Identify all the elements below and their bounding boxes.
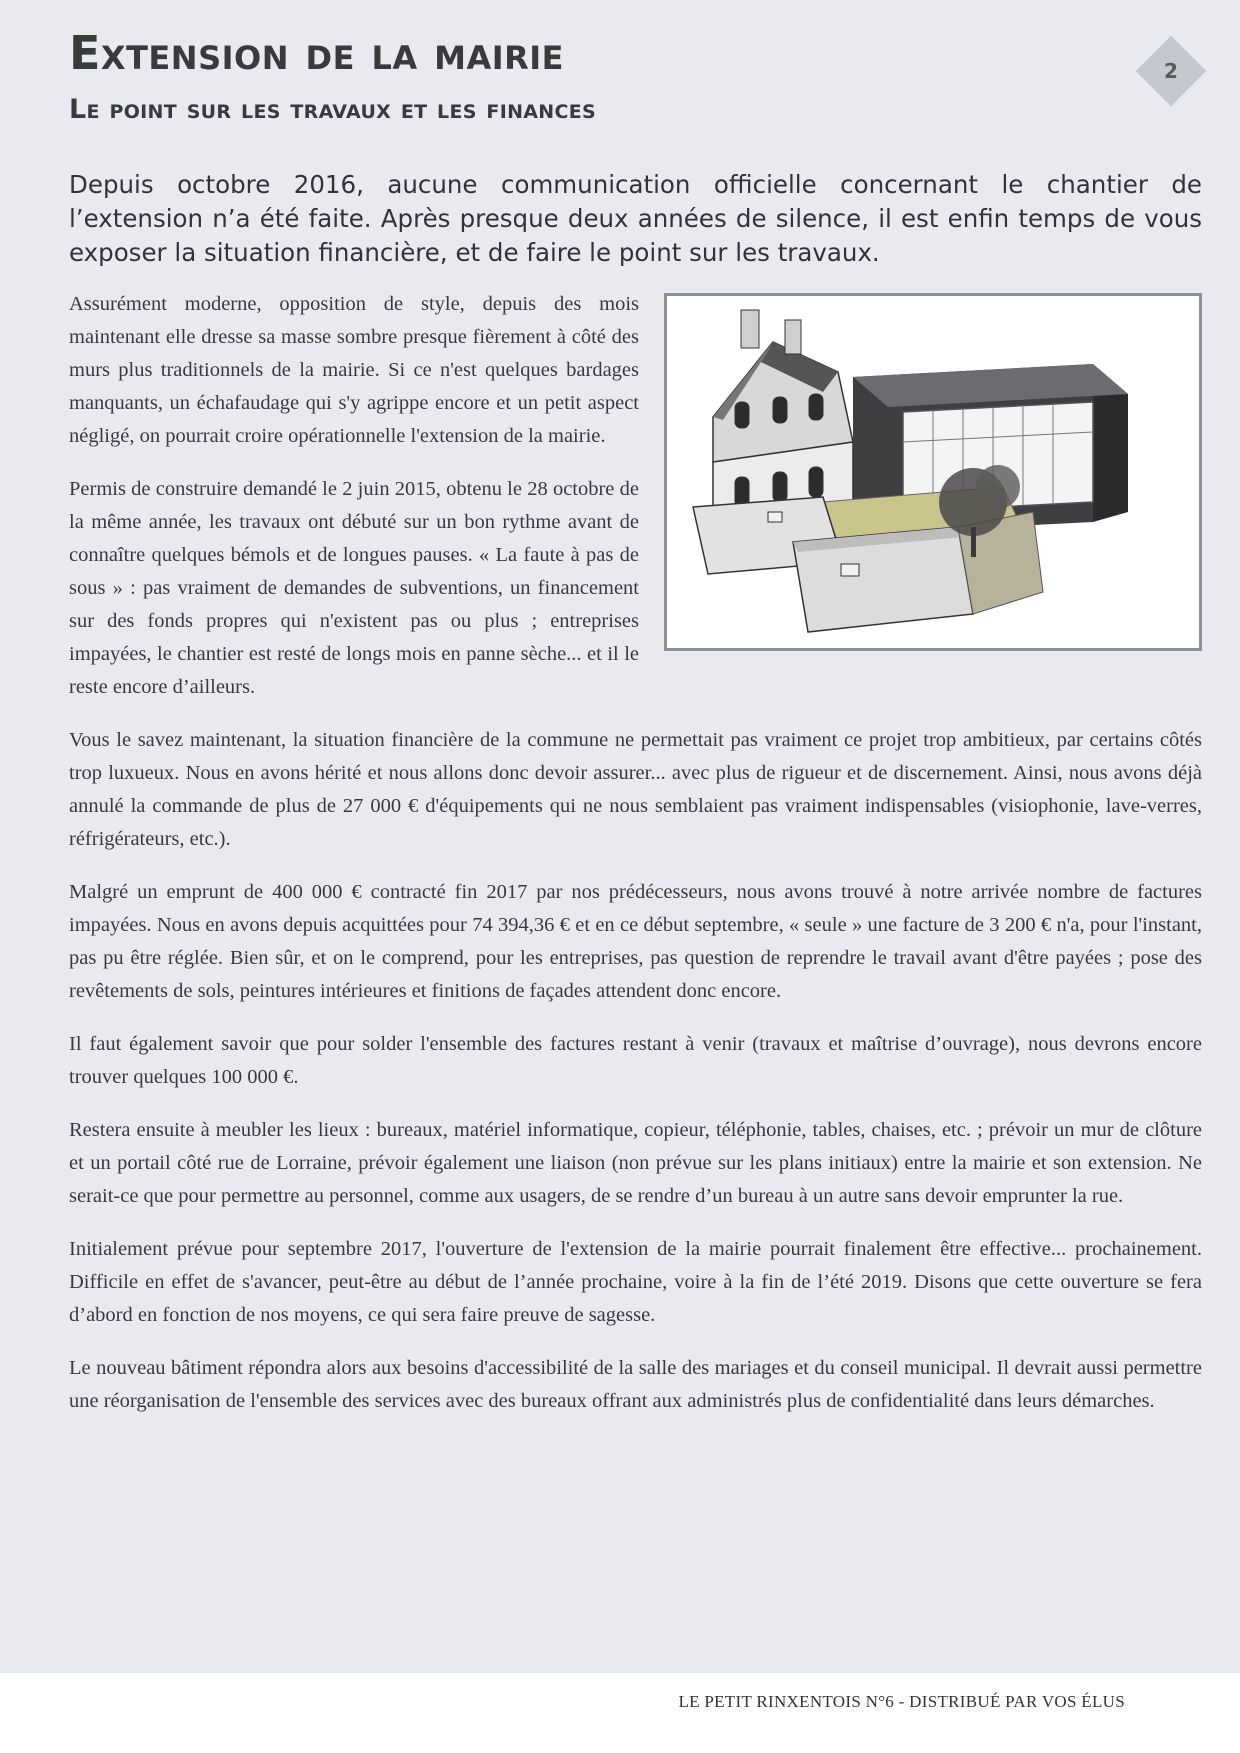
page-number-badge xyxy=(1136,36,1206,106)
article-paragraph: Assurément moderne, opposition de style, depuis des mois maintenant elle dresse sa masse sombre presque fièrement à côté des murs plus traditionnels de la mairie. Si ce n'est quelques bardages manquants, un échafaudage qui s'y agrippe encore et un petit aspect négligé, on pourrait croire opérationnelle l'extension de la mairie. xyxy=(69,293,639,447)
building-rendering-illustration xyxy=(673,302,1193,642)
page-title: Extension de la mairie xyxy=(69,26,565,80)
page-subtitle: Le point sur les travaux et les finances xyxy=(69,94,596,125)
lead-paragraph: Depuis octobre 2016, aucune communication officielle concernant le chantier de l’extension n’a été faite. Après presque deux années de silence, il est enfin temps de vous exposer la situation financière, et de faire le point sur les travaux. xyxy=(69,170,1202,267)
footer-text: LE PETIT RINXENTOIS N°6 - DISTRIBUÉ PAR VOS ÉLUS xyxy=(678,1692,1125,1711)
article-paragraph: Malgré un emprunt de 400 000 € contracté fin 2017 par nos prédécesseurs, nous avons trouvé à notre arrivée nombre de factures impayées. Nous en avons depuis acquittées pour 74 394,36 € et en ce début septembre, « seule » une facture de 3 200 € n'a, pour l'instant, pas pu être réglée. Bien sûr, et on le comprend, pour les entreprises, pas question de reprendre le travail avant d'être payées ; pose des revêtements de sols, peintures intérieures et finitions de façades attendent donc encore. xyxy=(69,881,1202,1002)
article-body xyxy=(69,288,1202,1438)
article-paragraph: Initialement prévue pour septembre 2017, l'ouverture de l'extension de la mairie pourrait finalement être effective... prochainement. Difficile en effet de s'avancer, peut-être au début de l’année prochaine, voire à la fin de l’été 2019. Disons que cette ouverture se fera d’abord en fonction de nos moyens, ce qui sera faire preuve de sagesse. xyxy=(69,1238,1202,1326)
article-paragraph: Le nouveau bâtiment répondra alors aux besoins d'accessibilité de la salle des mariages et du conseil municipal. Il devrait aussi permettre une réorganisation de l'ensemble des services avec des bureaux offrant aux administrés plus de confidentialité dans leurs démarches. xyxy=(69,1357,1202,1412)
footer-bar xyxy=(0,1673,1240,1753)
article-paragraph: Il faut également savoir que pour solder l'ensemble des factures restant à venir (travaux et maîtrise d’ouvrage), nous devrons encore trouver quelques 100 000 €. xyxy=(69,1033,1202,1088)
page-number: 2 xyxy=(1164,59,1178,83)
article-paragraph: Restera ensuite à meubler les lieux : bureaux, matériel informatique, copieur, téléphonie, tables, chaises, etc. ; prévoir un mur de clôture et un portail côté rue de Lorraine, prévoir également une liaison (non prévue sur les plans initiaux) entre la mairie et son extension. Ne serait-ce que pour permettre au personnel, comme aux usagers, de se rendre d’un bureau à un autre sans devoir emprunter la rue. xyxy=(69,1119,1202,1207)
building-figure xyxy=(664,293,1202,651)
article-paragraph: Vous le savez maintenant, la situation financière de la commune ne permettait pas vraiment ce projet trop ambitieux, par certains côtés trop luxueux. Nous en avons hérité et nous allons donc devoir assurer... avec plus de rigueur et de discernement. Ainsi, nous avons déjà annulé la commande de plus de 27 000 € d'équipements qui ne nous semblaient pas vraiment indispensables (visiophonie, lave-verres, réfrigérateurs, etc.). xyxy=(69,729,1202,850)
article-paragraph: Permis de construire demandé le 2 juin 2015, obtenu le 28 octobre de la même année, les travaux ont débuté sur un bon rythme avant de connaître quelques bémols et de longues pauses. « La faute à pas de sous » : pas vraiment de demandes de subventions, un financement sur des fonds propres qui n'existent pas ou plus ; entreprises impayées, le chantier est resté de longs mois en panne sèche... et il le reste encore d’ailleurs. xyxy=(69,478,639,698)
